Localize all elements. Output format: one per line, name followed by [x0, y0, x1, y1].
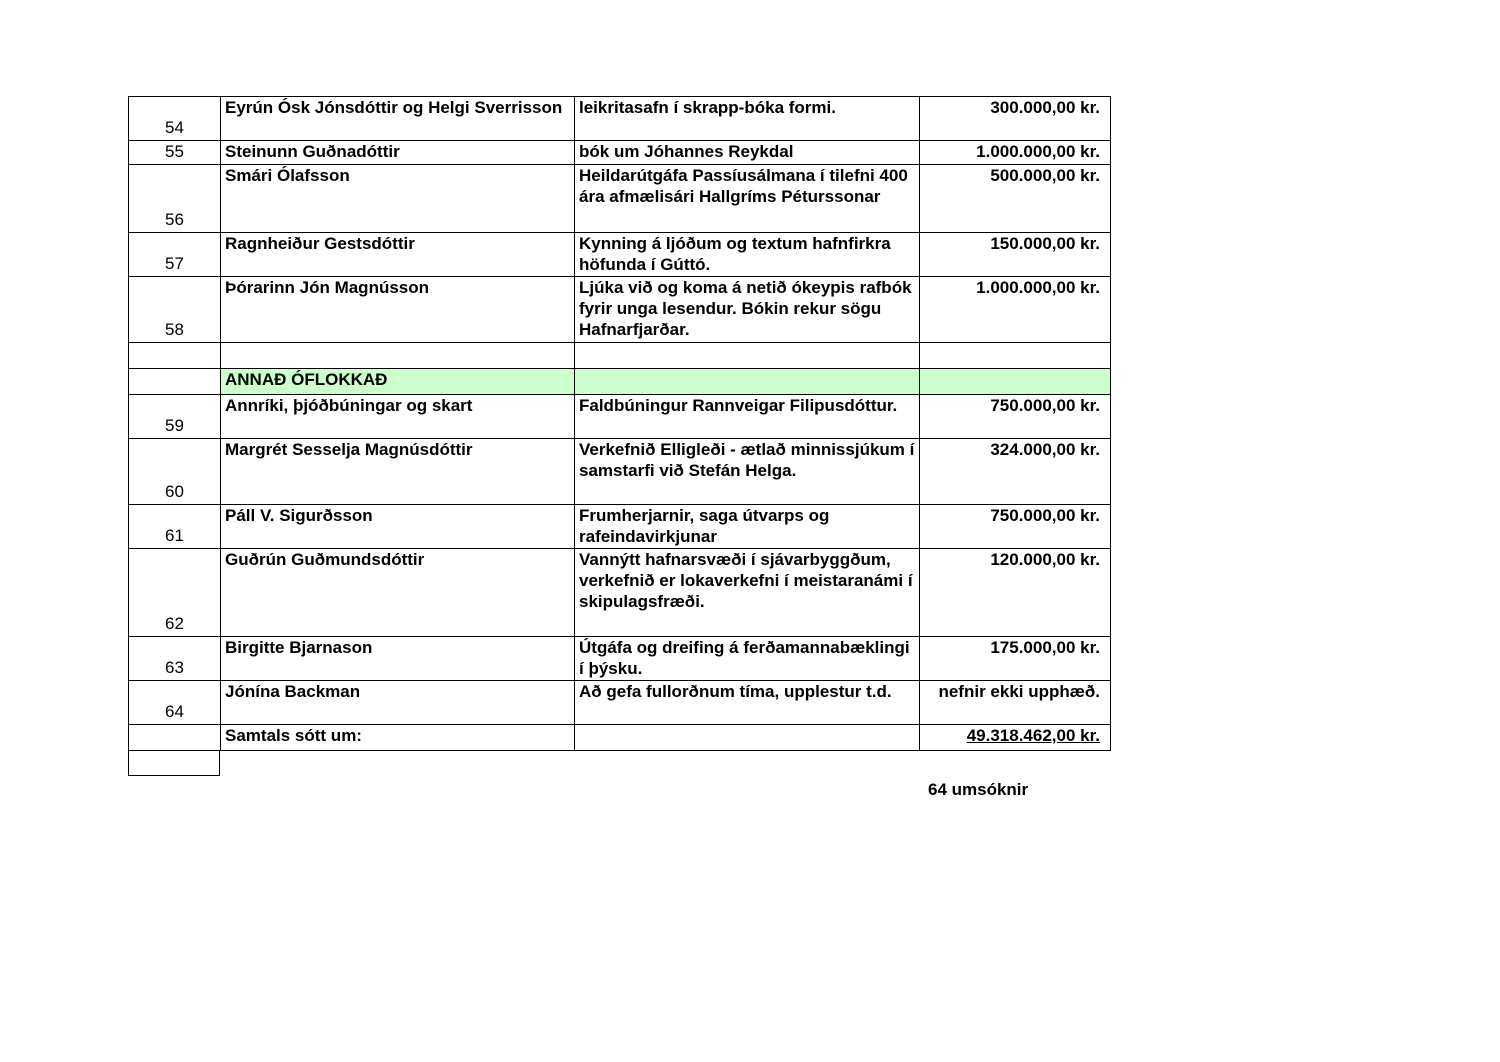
row-number: 54 [129, 97, 221, 141]
amount: 500.000,00 kr. [920, 165, 1111, 233]
project-description: bók um Jóhannes Reykdal [575, 141, 920, 165]
project-description: Faldbúningur Rannveigar Filipusdóttur. [575, 395, 920, 439]
table-row [129, 277, 1111, 343]
row-number: 57 [129, 233, 221, 277]
project-description: leikritasafn í skrapp-bóka formi. [575, 97, 920, 141]
empty-cell [128, 750, 220, 776]
applicant-name: Birgitte Bjarnason [221, 637, 575, 681]
amount: 324.000,00 kr. [920, 439, 1111, 505]
table-row [129, 637, 1111, 681]
applicant-name: Páll V. Sigurðsson [221, 505, 575, 549]
project-description: Frumherjarnir, saga útvarps og rafeindavirkjunar [575, 505, 920, 549]
applicant-name: Guðrún Guðmundsdóttir [221, 549, 575, 637]
project-description: Að gefa fullorðnum tíma, upplestur t.d. [575, 681, 920, 725]
amount: 1.000.000,00 kr. [920, 277, 1111, 343]
applicant-name: Smári Ólafsson [221, 165, 575, 233]
row-number: 58 [129, 277, 221, 343]
row-number: 59 [129, 395, 221, 439]
amount: 300.000,00 kr. [920, 97, 1111, 141]
total-amount: 49.318.462,00 kr. [920, 725, 1111, 751]
section-title: ANNAÐ ÓFLOKKAÐ [221, 369, 575, 395]
total-label: Samtals sótt um: [221, 725, 575, 751]
amount: 175.000,00 kr. [920, 637, 1111, 681]
table-row [129, 681, 1111, 725]
row-number: 55 [129, 141, 221, 165]
section-header-row [129, 369, 1111, 395]
row-number: 62 [129, 549, 221, 637]
project-description: Útgáfa og dreifing á ferðamannabæklingi í þýsku. [575, 637, 920, 681]
grant-applications-table [128, 96, 1111, 751]
table-row [129, 97, 1111, 141]
amount: nefnir ekki upphæð. [920, 681, 1111, 725]
project-description: Verkefnið Elligleði - ætlað minnissjúkum í samstarfi við Stefán Helga. [575, 439, 920, 505]
project-description: Vannýtt hafnarsvæði í sjávarbyggðum, verkefnið er lokaverkefni í meistaranámi í skipulagsfræði. [575, 549, 920, 637]
project-description: Kynning á ljóðum og textum hafnfirkra höfunda í Gúttó. [575, 233, 920, 277]
applicant-name: Jónína Backman [221, 681, 575, 725]
row-number: 64 [129, 681, 221, 725]
table-row [129, 141, 1111, 165]
applicant-name: Annríki, þjóðbúningar og skart [221, 395, 575, 439]
amount: 120.000,00 kr. [920, 549, 1111, 637]
amount: 1.000.000,00 kr. [920, 141, 1111, 165]
table-row [129, 549, 1111, 637]
empty-row [129, 343, 1111, 369]
applicant-name: Þórarinn Jón Magnússon [221, 277, 575, 343]
applicant-name: Ragnheiður Gestsdóttir [221, 233, 575, 277]
amount: 150.000,00 kr. [920, 233, 1111, 277]
application-count: 64 umsóknir [928, 780, 1029, 799]
amount: 750.000,00 kr. [920, 395, 1111, 439]
table-row [129, 233, 1111, 277]
table-row [129, 505, 1111, 549]
table-row [129, 165, 1111, 233]
applicant-name: Steinunn Guðnadóttir [221, 141, 575, 165]
row-number: 56 [129, 165, 221, 233]
table-row [129, 395, 1111, 439]
row-number: 60 [129, 439, 221, 505]
total-row [129, 725, 1111, 751]
project-description: Heildarútgáfa Passíusálmana í tilefni 400 ára afmælisári Hallgríms Péturssonar [575, 165, 920, 233]
project-description: Ljúka við og koma á netið ókeypis rafbók fyrir unga lesendur. Bókin rekur sögu Hafnarfjarðar. [575, 277, 920, 343]
row-number: 61 [129, 505, 221, 549]
row-number: 63 [129, 637, 221, 681]
applicant-name: Margrét Sesselja Magnúsdóttir [221, 439, 575, 505]
table-row [129, 439, 1111, 505]
amount: 750.000,00 kr. [920, 505, 1111, 549]
applicant-name: Eyrún Ósk Jónsdóttir og Helgi Sverrisson [221, 97, 575, 141]
